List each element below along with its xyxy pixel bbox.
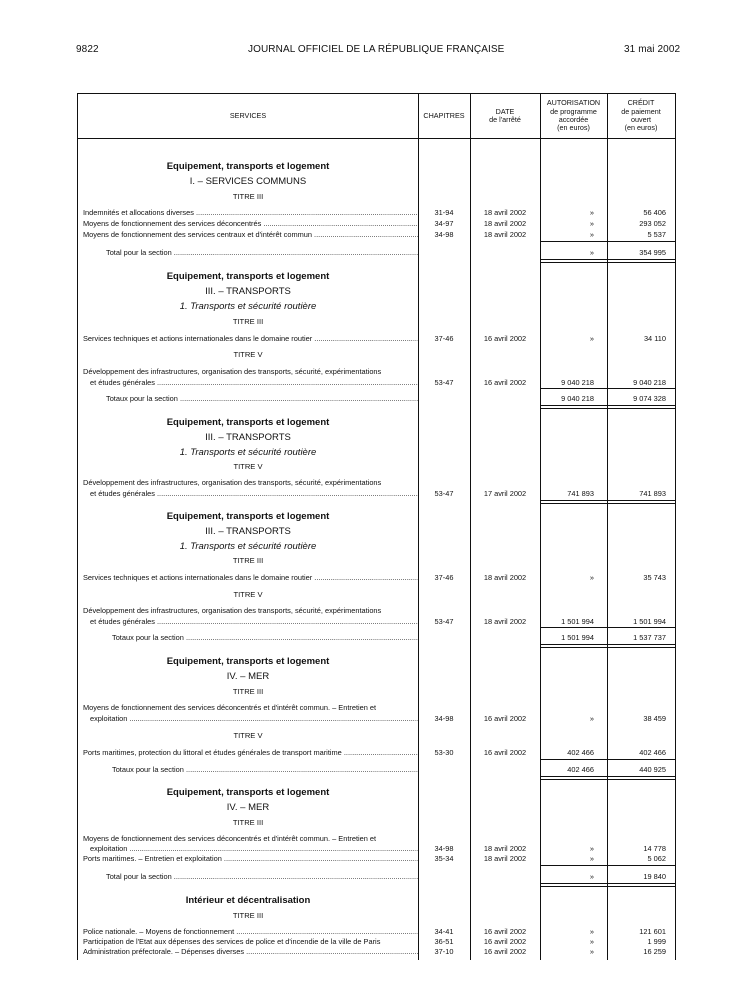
row-label-continued: et études générales ..... [90,617,418,627]
row-date: 16 avril 2002 [483,378,527,387]
titre-heading: TITRE III [232,911,264,920]
subtotal-rule [540,627,675,628]
row-date: 18 avril 2002 [483,219,527,228]
row-credit: 1 999 [647,937,666,946]
titre-heading: TITRE III [232,317,264,326]
row-label: Ports maritimes, protection du littoral et études générales de transport maritime ..... [83,748,418,758]
row-autorisation: » [589,219,594,228]
section-heading: IV. – MER [226,671,270,682]
row-date: 16 avril 2002 [483,937,527,946]
row-label: Développement des infrastructures, organisation des transports, sécurité, expérimentations [83,606,382,615]
row-autorisation: » [589,927,594,936]
row-date: 17 avril 2002 [483,489,527,498]
section-heading: III. – TRANSPORTS [205,526,291,537]
row-label: Moyens de fonctionnement des services déconcentrés ..... [83,219,418,229]
row-credit: 34 110 [643,334,666,343]
row-credit: 16 259 [643,947,666,956]
titre-heading: TITRE V [233,731,263,740]
col-header-date: DATE de l'arrêté [489,106,521,124]
row-label: Ports maritimes. – Entretien et exploitation ..... [83,854,418,864]
total-double-rule [540,883,675,887]
col-header-services: SERVICES [229,110,267,120]
row-date: 16 avril 2002 [483,947,527,956]
section-heading: I. – SERVICES COMMUNS [189,176,307,187]
row-credit: 1 501 994 [633,617,666,626]
total-autorisation: » [589,248,594,257]
row-chapitre: 53-47 [434,489,454,498]
section-heading: III. – TRANSPORTS [205,286,291,297]
row-label: Police nationale. – Moyens de fonctionnement ..... [83,927,418,937]
row-credit: 5 062 [647,854,666,863]
total-autorisation: 1 501 994 [561,633,594,642]
ministry-heading: Equipement, transports et logement [166,271,330,282]
total-credit: 440 925 [639,765,666,774]
row-autorisation: 402 466 [567,748,594,757]
titre-heading: TITRE III [232,818,264,827]
total-autorisation: » [589,872,594,881]
total-credit: 19 840 [643,872,666,881]
total-label: Totaux pour la section ..... [112,765,418,775]
row-autorisation: 1 501 994 [561,617,594,626]
row-label-continued: et études générales ..... [90,378,418,388]
total-double-rule [540,644,675,648]
row-label: Développement des infrastructures, organisation des transports, sécurité, expérimentations [83,367,382,376]
row-date: 18 avril 2002 [483,230,527,239]
total-double-rule [540,259,675,263]
row-label: Indemnités et allocations diverses ..... [83,208,418,218]
total-autorisation: 402 466 [567,765,594,774]
total-double-rule [540,500,675,504]
total-label: Totaux pour la section ..... [112,633,418,643]
row-credit: 35 743 [643,573,666,582]
credits-table [77,93,676,960]
row-date: 18 avril 2002 [483,573,527,582]
row-chapitre: 36-51 [434,937,454,946]
titre-heading: TITRE III [232,687,264,696]
row-credit: 5 537 [647,230,666,239]
total-label: Total pour la section ..... [106,872,418,882]
row-label-continued: et études générales ..... [90,489,418,499]
row-date: 18 avril 2002 [483,844,527,853]
row-chapitre: 37-10 [434,947,454,956]
row-label: Moyens de fonctionnement des services déconcentrés et d'intérêt commun. – Entretien et [83,703,377,712]
row-autorisation: » [589,937,594,946]
row-autorisation: » [589,947,594,956]
row-label: Moyens de fonctionnement des services déconcentrés et d'intérêt commun. – Entretien et [83,834,377,843]
titre-heading: TITRE III [232,192,264,201]
subtotal-rule [540,388,675,389]
row-label: Participation de l'Etat aux dépenses des services de police et d'incendie de la ville de Paris [83,937,381,946]
row-credit: 741 893 [639,489,666,498]
row-chapitre: 53-47 [434,378,454,387]
subsection-heading: 1. Transports et sécurité routière [179,301,317,312]
row-chapitre: 53-30 [434,748,454,757]
col-header-autorisation: AUTORISATION de programme accordée (en euros) [546,98,601,133]
subsection-heading: 1. Transports et sécurité routière [179,447,317,458]
row-chapitre: 34-98 [434,844,454,853]
total-credit: 9 074 328 [633,394,666,403]
ministry-heading: Intérieur et décentralisation [185,895,311,906]
ministry-heading: Equipement, transports et logement [166,656,330,667]
total-double-rule [540,405,675,409]
col-header-credit: CRÉDIT de paiement ouvert (en euros) [621,98,661,133]
section-heading: III. – TRANSPORTS [205,432,291,443]
row-autorisation: » [589,230,594,239]
row-label-continued: exploitation ..... [90,714,418,724]
row-chapitre: 34-98 [434,230,454,239]
col-header-chapitres: CHAPITRES [423,110,465,120]
row-autorisation: 9 040 218 [561,378,594,387]
row-label: Moyens de fonctionnement des services centraux et d'intérêt commun ..... [83,230,418,240]
total-credit: 1 537 737 [633,633,666,642]
row-chapitre: 31-94 [434,208,454,217]
row-autorisation: » [589,573,594,582]
ministry-heading: Equipement, transports et logement [166,161,330,172]
page-number: 9822 [76,44,99,55]
total-credit: 354 995 [639,248,666,257]
row-chapitre: 34-98 [434,714,454,723]
subtotal-rule [540,241,675,242]
row-autorisation: » [589,714,594,723]
ministry-heading: Equipement, transports et logement [166,787,330,798]
row-label: Développement des infrastructures, organisation des transports, sécurité, expérimentations [83,478,382,487]
titre-heading: TITRE III [232,556,264,565]
row-label: Services techniques et actions internationales dans le domaine routier ..... [83,573,418,583]
issue-date: 31 mai 2002 [624,44,681,55]
titre-heading: TITRE V [233,462,263,471]
row-autorisation: » [589,844,594,853]
row-credit: 9 040 218 [633,378,666,387]
header-separator [78,138,675,139]
subsection-heading: 1. Transports et sécurité routière [179,541,317,552]
row-autorisation: » [589,208,594,217]
subtotal-rule [540,865,675,866]
row-credit: 402 466 [639,748,666,757]
total-double-rule [540,776,675,780]
section-heading: IV. – MER [226,802,270,813]
titre-heading: TITRE V [233,590,263,599]
ministry-heading: Equipement, transports et logement [166,511,330,522]
total-label: Total pour la section ..... [106,248,418,258]
subtotal-rule [540,759,675,760]
row-credit: 14 778 [643,844,666,853]
row-autorisation: 741 893 [567,489,594,498]
row-credit: 56 406 [643,208,666,217]
row-autorisation: » [589,854,594,863]
row-autorisation: » [589,334,594,343]
row-date: 18 avril 2002 [483,854,527,863]
row-credit: 38 459 [643,714,666,723]
row-date: 18 avril 2002 [483,617,527,626]
row-chapitre: 37-46 [434,573,454,582]
total-autorisation: 9 040 218 [561,394,594,403]
row-date: 16 avril 2002 [483,334,527,343]
row-chapitre: 37-46 [434,334,454,343]
row-credit: 121 601 [639,927,666,936]
titre-heading: TITRE V [233,350,263,359]
row-chapitre: 34-97 [434,219,454,228]
row-chapitre: 34-41 [434,927,454,936]
ministry-heading: Equipement, transports et logement [166,417,330,428]
row-date: 16 avril 2002 [483,927,527,936]
row-label: Administration préfectorale. – Dépenses diverses ..... [83,947,418,957]
row-date: 18 avril 2002 [483,208,527,217]
row-credit: 293 052 [639,219,666,228]
row-chapitre: 35-34 [434,854,454,863]
journal-title: JOURNAL OFFICIEL DE LA RÉPUBLIQUE FRANÇAISE [248,44,505,55]
row-label-continued: exploitation ..... [90,844,418,854]
row-chapitre: 53-47 [434,617,454,626]
row-date: 16 avril 2002 [483,714,527,723]
row-label: Services techniques et actions internationales dans le domaine routier ..... [83,334,418,344]
total-label: Totaux pour la section ..... [106,394,418,404]
row-date: 16 avril 2002 [483,748,527,757]
